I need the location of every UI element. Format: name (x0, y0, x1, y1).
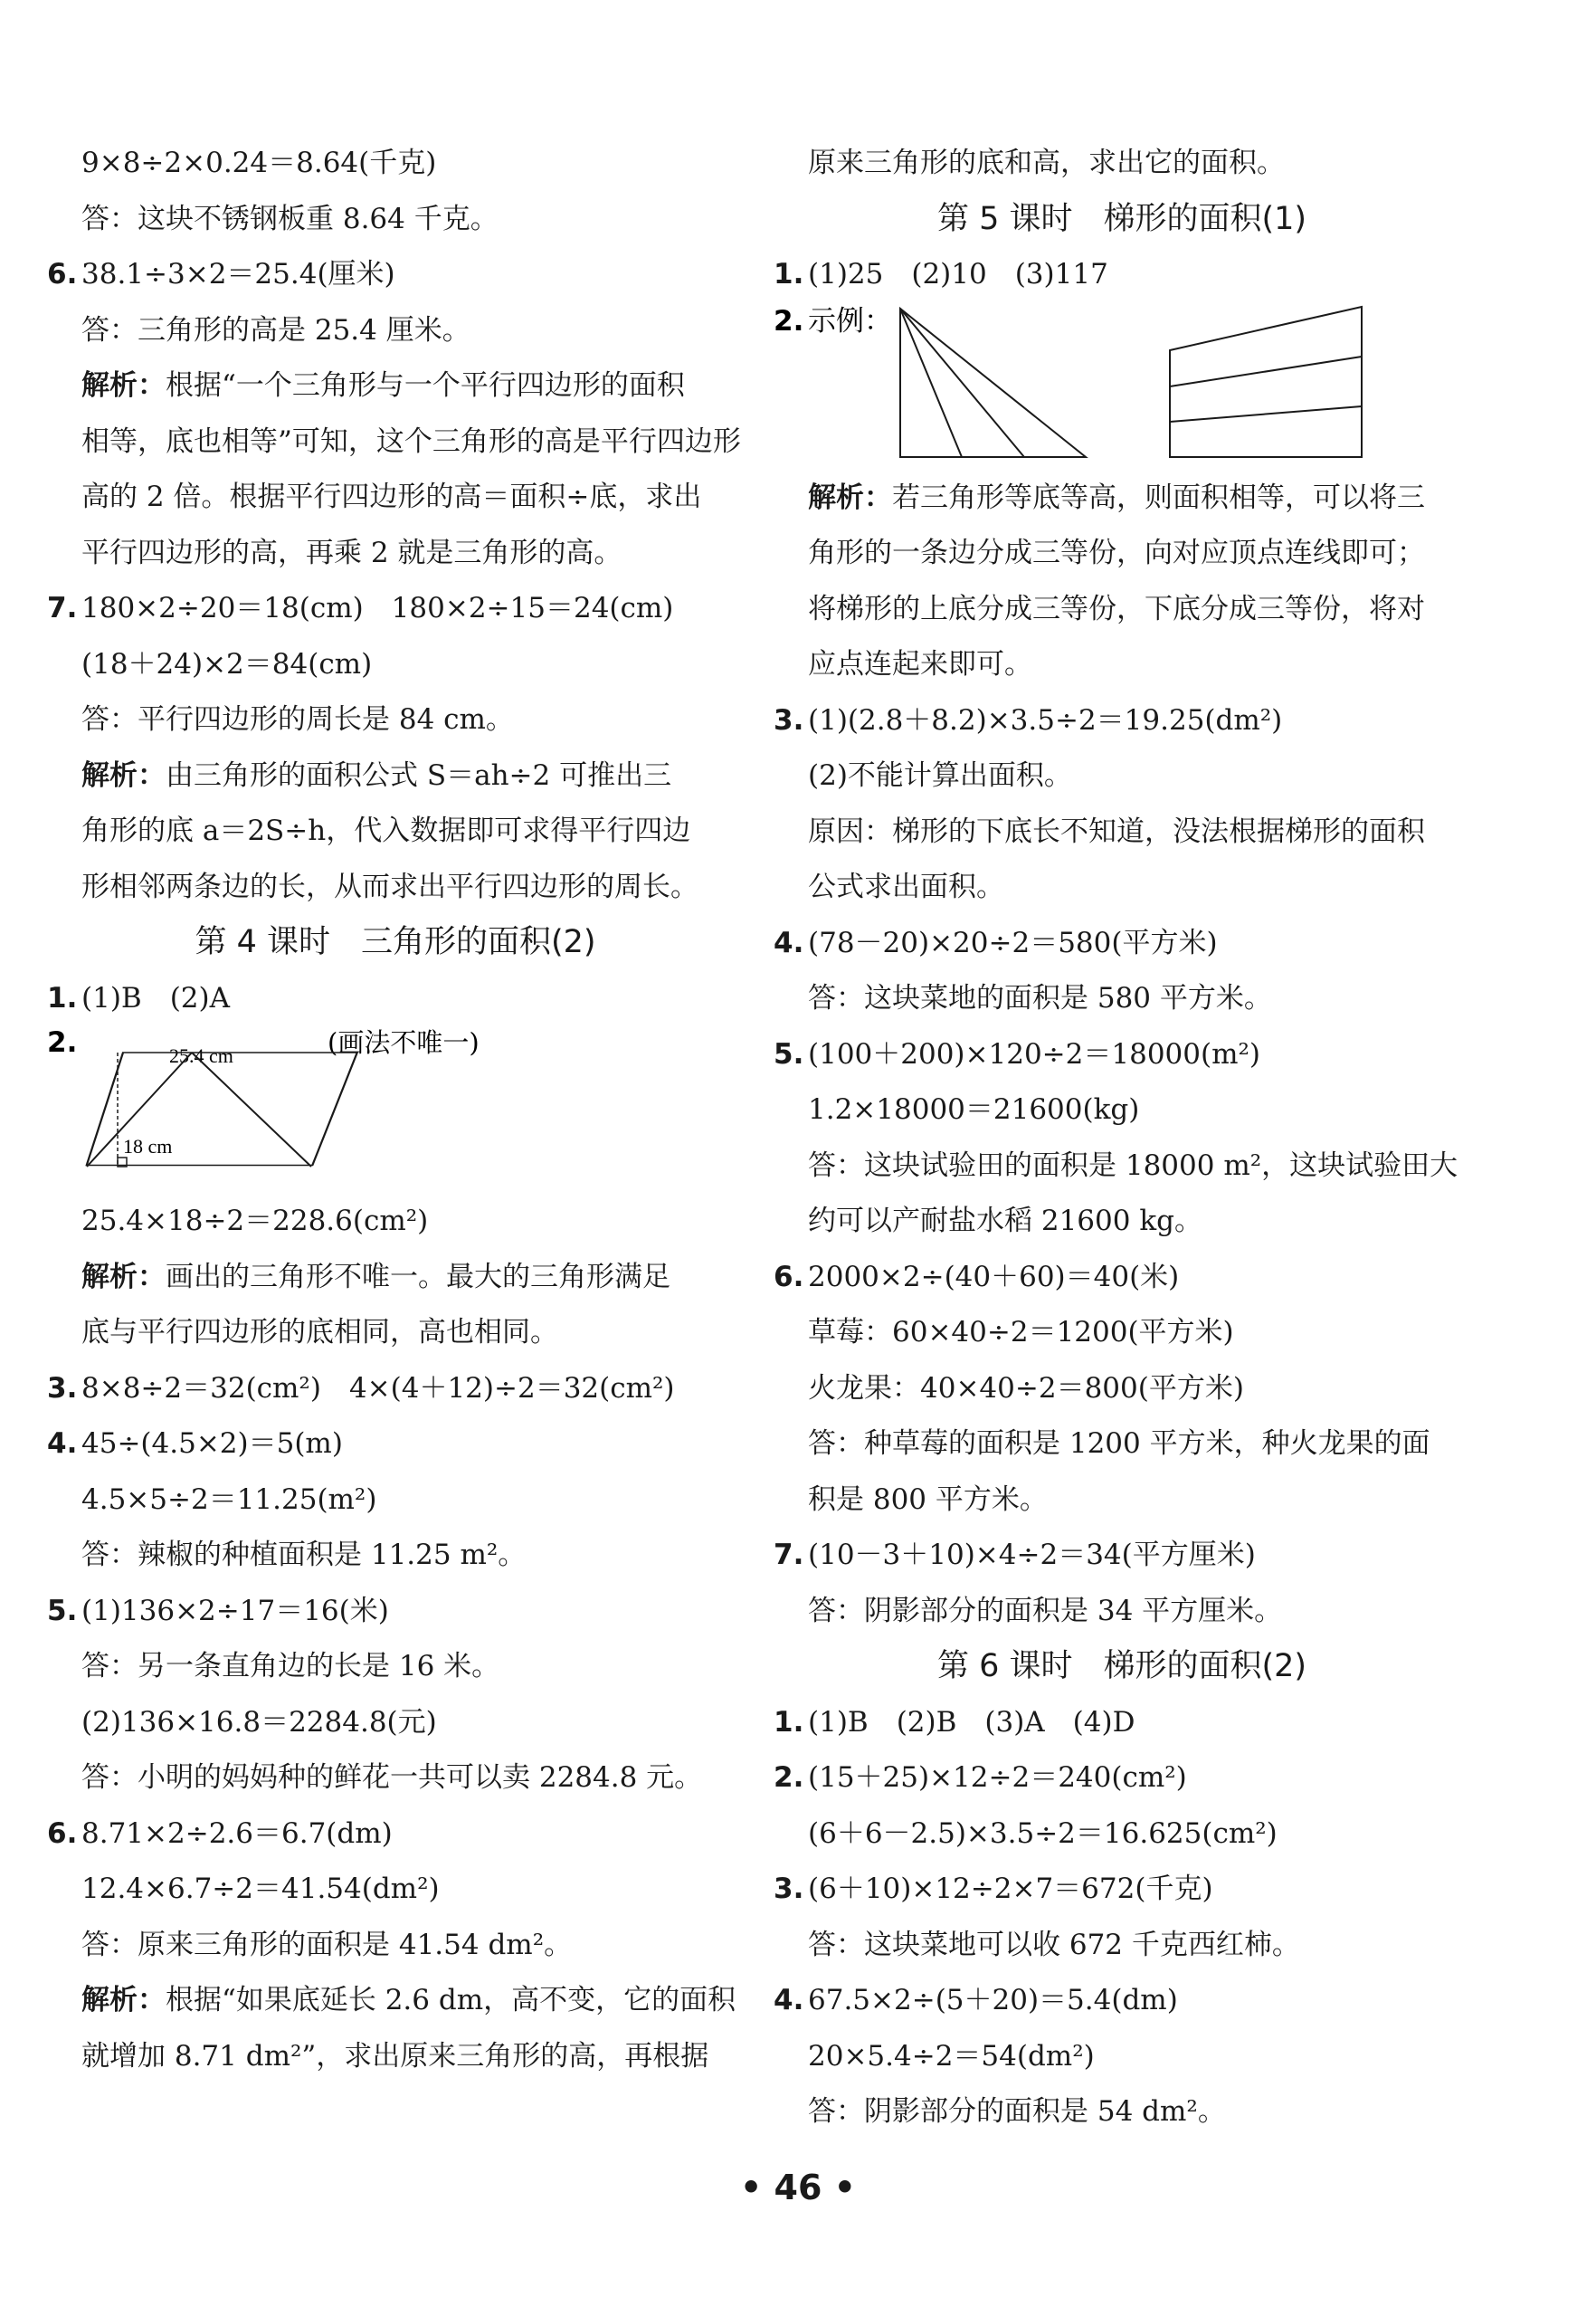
question-number: 6. (47, 258, 78, 291)
question-number: 1. (774, 1705, 804, 1739)
s6-question-1: 1. (1)B (2)B (3)A (4)D (774, 1695, 1470, 1751)
analysis-line: 将梯形的上底分成三等份，下底分成三等份，将对 (808, 592, 1425, 625)
question-number: 4. (47, 1427, 78, 1460)
trapezoid-divided (1170, 307, 1362, 457)
s5-question-6: 6. 2000×2÷(40＋60)＝40(米) (774, 1250, 1470, 1306)
s5-question-1: 1. (1)25 (2)10 (3)117 (774, 247, 1470, 303)
question-number: 1. (47, 981, 78, 1015)
s4-question-4: 4. 45÷(4.5×2)＝5(m) (47, 1416, 744, 1473)
answer-line: 1.2×18000＝21600(kg) (808, 1093, 1140, 1126)
answer-line: 草莓：60×40÷2＝1200(平方米) (808, 1316, 1234, 1349)
analysis-label: 解析： (808, 481, 892, 514)
analysis-line: 解析：画出的三角形不唯一。最大的三角形满足 (81, 1260, 670, 1293)
s5-question-7: 7. (10－3＋10)×4÷2＝34(平方厘米) (774, 1528, 1470, 1584)
s6-question-3: 3. (6＋10)×12÷2×7＝672(千克) (774, 1862, 1470, 1918)
answer-line: 约可以产耐盐水稻 21600 kg。 (808, 1205, 1202, 1237)
question-number: 2. (774, 1761, 804, 1794)
s5-question-3: 3. (1)(2.8＋8.2)×3.5÷2＝19.25(dm²) (774, 693, 1470, 749)
section-heading-4: 第 4 课时 三角形的面积(2) (195, 924, 596, 960)
s6-question-2: 2. (15＋25)×12÷2＝240(cm²) (774, 1750, 1470, 1806)
question-number: 3. (774, 1873, 804, 1905)
question-6: 6. 38.1÷3×2＝25.4(厘米) (47, 247, 744, 303)
left-column (47, 136, 744, 2084)
analysis-line: 形相邻两条边的长，从而求出平行四边形的周长。 (81, 870, 698, 903)
analysis-line: 高的 2 倍。根据平行四边形的高＝面积÷底，求出 (81, 481, 702, 513)
answer-line: (6＋6－2.5)×3.5÷2＝16.625(cm²) (808, 1816, 1278, 1850)
section-heading-5: 第 5 课时 梯形的面积(1) (936, 200, 1307, 237)
analysis-label: 解析： (81, 758, 166, 792)
question-number: 4. (774, 926, 804, 959)
answer-line: 答：这块不锈钢板重 8.64 千克。 (81, 202, 499, 235)
s6-question-4: 4. 67.5×2÷(5＋20)＝5.4(dm) (774, 1973, 1470, 2029)
question-number: 5. (774, 1037, 804, 1071)
base-length-label: 25.4 cm (169, 1044, 233, 1067)
s5-question-2-figure (774, 303, 1470, 471)
example-label: 示例： (808, 304, 892, 338)
analysis-label: 解析： (81, 369, 166, 402)
question-number: 6. (47, 1816, 78, 1850)
s4-question-1: 1. (1)B (2)A (47, 971, 744, 1027)
question-number: 2. (47, 1026, 78, 1059)
analysis-line: 相等，底也相等”可知，这个三角形的高是平行四边形 (81, 424, 741, 458)
question-number: 7. (47, 592, 78, 624)
analysis-line: 角形的底 a＝2S÷h，代入数据即可求得平行四边 (81, 815, 691, 847)
answer-line: 答：另一条直角边的长是 16 米。 (81, 1650, 500, 1682)
question-number: 3. (47, 1371, 78, 1405)
answer-line: 25.4×18÷2＝228.6(cm²) (81, 1205, 429, 1237)
question-number: 4. (774, 1984, 804, 2016)
division-diagrams (774, 303, 1470, 471)
analysis-line: 解析：根据“如果底延长 2.6 dm，高不变，它的面积 (81, 1984, 736, 2016)
triangle-divided (900, 309, 1086, 457)
question-number: 5. (47, 1594, 78, 1627)
analysis-line: 底与平行四边形的底相同，高也相同。 (81, 1316, 558, 1349)
s4-question-3: 3. 8×8÷2＝32(cm²) 4×(4＋12)÷2＝32(cm²) (47, 1361, 744, 1417)
question-number: 2. (774, 304, 804, 338)
analysis-line: 解析：根据“一个三角形与一个平行四边形的面积 (81, 369, 685, 402)
answer-line: (2)136×16.8＝2284.8(元) (81, 1705, 437, 1739)
answer-line: 答：三角形的高是 25.4 厘米。 (81, 313, 470, 347)
s5-question-5: 5. (100＋200)×120÷2＝18000(m²) (774, 1027, 1470, 1083)
answer-line: 答：小明的妈妈种的鲜花一共可以卖 2284.8 元。 (81, 1761, 703, 1794)
answer-line: 公式求出面积。 (808, 871, 1004, 903)
right-column (774, 136, 1470, 2140)
answer-line: 答：平行四边形的周长是 84 cm。 (81, 703, 514, 736)
analysis-line: 解析：由三角形的面积公式 S＝ah÷2 可推出三 (81, 758, 672, 792)
section-heading-6: 第 6 课时 梯形的面积(2) (936, 1648, 1307, 1684)
answer-line: 4.5×5÷2＝11.25(m²) (81, 1482, 377, 1516)
question-number: 1. (774, 258, 804, 291)
answer-line: 答：原来三角形的面积是 41.54 dm²。 (81, 1928, 573, 1961)
s4-question-5: 5. (1)136×2÷17＝16(米) (47, 1584, 744, 1640)
question-number: 7. (774, 1539, 804, 1571)
analysis-line: 角形的一条边分成三等份，向对应顶点连线即可； (808, 537, 1425, 569)
analysis-line: 平行四边形的高，再乘 2 就是三角形的高。 (81, 536, 622, 569)
s5-question-4: 4. (78－20)×20÷2＝580(平方米) (774, 916, 1470, 972)
answer-line: (2)不能计算出面积。 (808, 759, 1072, 792)
analysis-line: 原来三角形的底和高，求出它的面积。 (808, 147, 1285, 179)
analysis-line: 就增加 8.71 dm²”，求出原来三角形的高，再根据 (81, 2039, 709, 2073)
answer-line: 答：阴影部分的面积是 34 平方厘米。 (808, 1594, 1283, 1627)
answer-line: 原因：梯形的下底长不知道，没法根据梯形的面积 (808, 815, 1425, 848)
answer-line: 答：这块菜地可以收 672 千克西红柿。 (808, 1928, 1300, 1961)
answer-line: 答：这块菜地的面积是 580 平方米。 (808, 982, 1272, 1015)
drawing-note: (画法不唯一) (328, 1027, 480, 1058)
answer-line: 答：辣椒的种植面积是 11.25 m²。 (81, 1539, 527, 1571)
analysis-line: 应点连起来即可。 (808, 648, 1032, 681)
answer-line: 火龙果：40×40÷2＝800(平方米) (808, 1371, 1244, 1405)
answer-line: 9×8÷2×0.24＝8.64(千克) (81, 147, 437, 179)
question-7: 7. 180×2÷20＝18(cm) 180×2÷15＝24(cm) (47, 581, 744, 637)
s4-question-6: 6. 8.71×2÷2.6＝6.7(dm) (47, 1806, 744, 1863)
height-label: 18 cm (123, 1135, 173, 1158)
answer-line: 答：阴影部分的面积是 54 dm²。 (808, 2095, 1226, 2128)
answer-line: 答：种草莓的面积是 1200 平方米，种火龙果的面 (808, 1427, 1430, 1460)
answer-line: 20×5.4÷2＝54(dm²) (808, 2039, 1095, 2073)
triangle-side (192, 1053, 311, 1167)
analysis-label: 解析： (81, 1260, 166, 1293)
page-number: • 46 • (740, 2168, 856, 2207)
question-number: 6. (774, 1260, 804, 1293)
parallelogram-diagram (47, 1026, 744, 1194)
analysis-line: 解析：若三角形等底等高，则面积相等，可以将三 (808, 481, 1425, 514)
answer-line: 答：这块试验田的面积是 18000 m²，这块试验田大 (808, 1148, 1458, 1182)
question-number: 3. (774, 703, 804, 737)
answer-line: 12.4×6.7÷2＝41.54(dm²) (81, 1873, 440, 1905)
answer-line: (18＋24)×2＝84(cm) (81, 647, 373, 681)
analysis-label: 解析： (81, 1984, 166, 2016)
s4-question-2-figure (47, 1026, 744, 1194)
answer-line: 积是 800 平方米。 (808, 1482, 1048, 1516)
